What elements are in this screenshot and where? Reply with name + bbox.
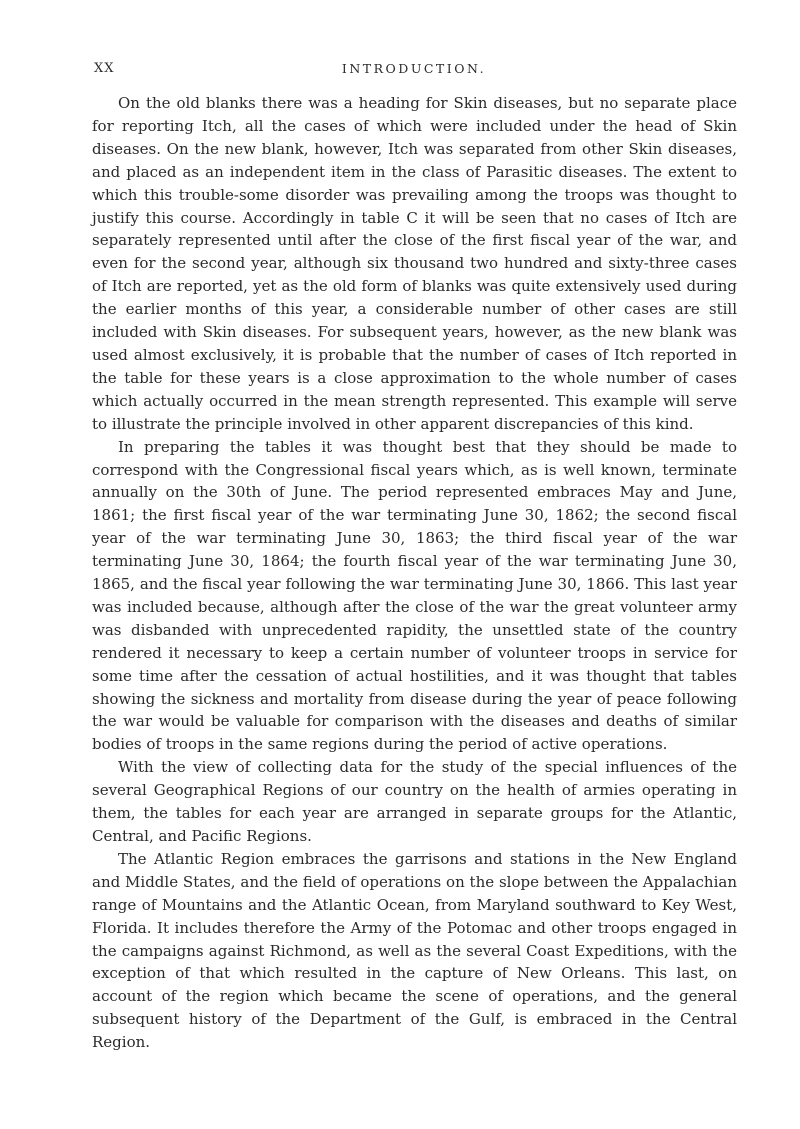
paragraph-atlantic-region: The Atlantic Region embraces the garrisons and stations in the New England and Middle States, and the field of operations on the slope between the Appalachian range of Mountains and the Atlantic Ocean, from Maryland southward to Key West, Florida. It includes therefore the Army of the Potomac and other troops engaged in the campaigns against Richmond, as well as the several Coast Expeditions, with the exception of that which resulted in the capture of New Orleans. This last, on account of the region which became the scene of operations, and the general subsequent history of the Department of the Gulf, is embraced in the Central Region. xyxy=(92,849,737,1052)
paragraph-fiscal-years: In preparing the tables it was thought best that they should be made to correspond with the Congressional fiscal years which, as is well known, terminate annually on the 30th of June. The period represented embraces May and June, 1861; the first fiscal year of the war terminating June 30, 1862; the second fiscal year of the war terminating June 30, 1863; the third fiscal year of the war terminating June 30, 1864; the fourth fiscal year of the war terminating June 30, 1865, and the fiscal year following the war terminating June 30, 1866. This last year was included because, although after the close of the war the great volunteer army was disbanded with unprecedented rapidity, the unsettled state of the country rendered it necessary to keep a certain number of volunteer troops in service for some time after the cessation of actual hostilities, and it was thought that tables showing the sickness and mortality from disease during the year of peace following the war would be valuable for comparison with the diseases and deaths of similar bodies of troops in the same regions during the period of active operations. xyxy=(92,437,737,754)
paragraph-itch-reporting: On the old blanks there was a heading for Skin diseases, but no separate place for reporting Itch, all the cases of which were included under the head of Skin diseases. On the new blank, however, Itch was separated from other Skin diseases, and placed as an independent item in the class of Parasitic diseases. The extent to which this trouble-some disorder was prevailing among the troops was thought to justify this course. Accordingly in table C it will be seen that no cases of Itch are separately represented until after the close of the first fiscal year of the war, and even for the second year, although six thousand two hundred and sixty-three cases of Itch are reported, yet as the old form of blanks was quite extensively used during the earlier months of this year, a considerable number of other cases are still included with Skin diseases. For subsequent years, however, as the new blank was used almost exclusively, it is probable that the number of cases of Itch reported in the table for these years is a close approximation to the whole number of cases which actually occurred in the mean strength represented. This example will serve to illustrate the principle involved in other apparent discrepancies of this kind. xyxy=(92,94,737,433)
running-title: INTRODUCTION. xyxy=(341,61,487,76)
page-number: XX xyxy=(94,61,115,76)
running-header xyxy=(94,61,734,81)
paragraph-geographical-regions: With the view of collecting data for the study of the special influences of the several Geographical Regions of our country on the health of armies operating in them, the tables for each year are arranged in separate groups for the Atlantic, Central, and Pacific Regions. xyxy=(92,758,737,845)
body-text xyxy=(92,92,737,1054)
